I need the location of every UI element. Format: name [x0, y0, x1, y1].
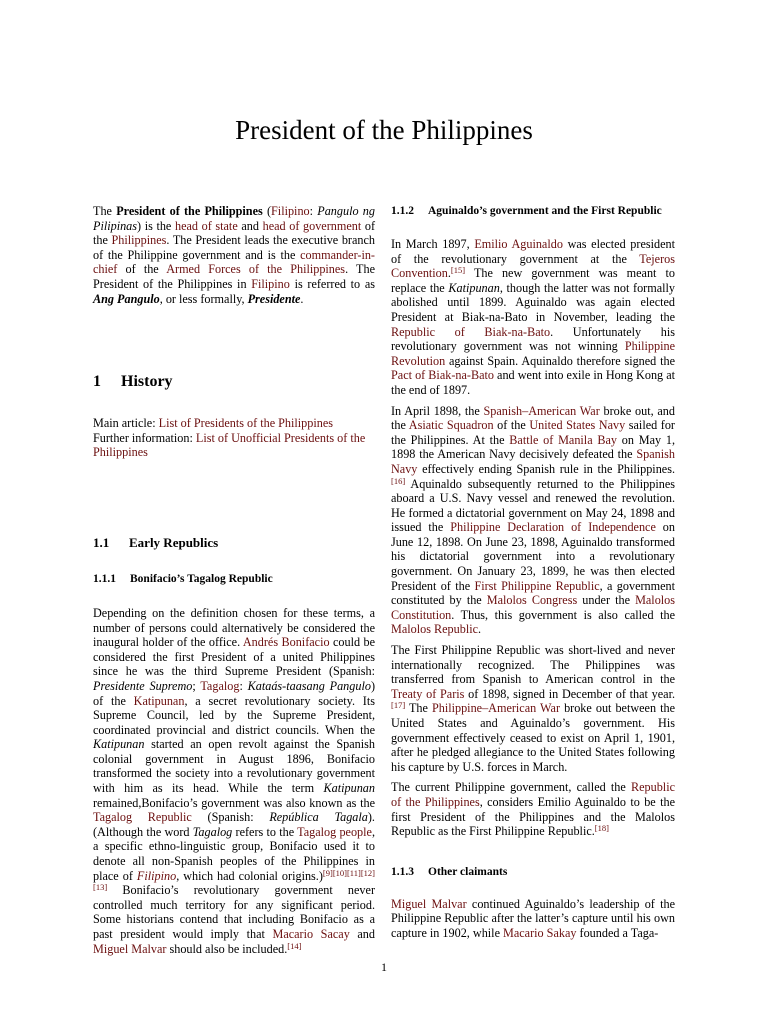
- text: , a government constituted by the: [391, 578, 675, 608]
- link-republic-of-biak-na-bato[interactable]: Republic of Biak-na-Bato: [391, 324, 551, 339]
- right-column: [391, 204, 675, 947]
- other-claimants-paragraph: [391, 897, 675, 941]
- link-macario-sakay[interactable]: Macario Sakay: [503, 925, 577, 940]
- italic-term: Katipunan: [323, 781, 375, 796]
- link-list-of-presidents[interactable]: List of Presidents of the Philippines: [158, 416, 333, 431]
- bold-term: President of the Philippines: [116, 204, 263, 218]
- link-republic-of-the-philippines[interactable]: Republic of the Philippines: [391, 780, 675, 809]
- text: Aquinaldo subsequently returned to the Philippines aboard a U.S. Navy vessel and renewed the revolution. He formed a dictatorial government on May 24, 1898 and issued the: [391, 476, 675, 535]
- text: sailed for the Philippines. At the: [391, 418, 675, 447]
- link-battle-of-manila-bay[interactable]: Battle of Manila Bay: [509, 432, 618, 447]
- main-article-note: [93, 416, 375, 431]
- section-label: Aguinaldo’s government and the First Republic: [428, 205, 662, 217]
- link-treaty-of-paris[interactable]: Treaty of Paris: [391, 686, 465, 701]
- text: .: [300, 291, 304, 306]
- text: was elected president of the revolutionary government at the: [391, 237, 675, 266]
- italic-term: Tagalog: [192, 824, 233, 839]
- text: of the: [117, 262, 167, 277]
- link-tagalog-people[interactable]: Tagalog people: [297, 824, 372, 839]
- section-number: 1.1.2: [391, 205, 414, 217]
- further-info-note: [93, 431, 375, 460]
- subsubsection-heading-aguinaldo: [391, 204, 675, 219]
- text: on June 12, 1898. On June 23, 1898, Aguinaldo transformed his dictatorial government into a revolutionary government. On January 23, 1899, he was then elected President of the: [391, 520, 675, 593]
- section-label: Bonifacio’s Tagalog Republic: [130, 572, 273, 585]
- text: ;: [192, 678, 201, 693]
- link-commander-in-chief[interactable]: commander-in-chief: [93, 247, 375, 277]
- subsubsection-heading-other-claimants: [391, 865, 675, 880]
- text: , which had colonial origins.): [176, 868, 323, 883]
- link-filipino[interactable]: Filipino: [271, 204, 310, 218]
- text: ). (Although the word: [93, 810, 375, 839]
- aguinaldo-paragraph-2: [391, 404, 675, 638]
- text: , a secret revolutionary society. Its Supreme Council, led by the Supreme President, coordinated provincial and district councils. When the: [93, 693, 375, 737]
- section-number: 1: [93, 373, 101, 391]
- text: of 1898, signed in December of that year.: [464, 686, 676, 701]
- link-pact-of-biak-na-bato[interactable]: Pact of Biak-na-Bato: [391, 368, 494, 383]
- text: of the: [93, 218, 375, 248]
- page-title: President of the Philippines: [235, 115, 533, 145]
- link-head-of-government[interactable]: head of government: [262, 218, 362, 233]
- text: .: [478, 622, 482, 637]
- bold-italic-term: Presidente: [247, 291, 301, 306]
- intro-paragraph: [93, 204, 375, 306]
- text: refers to the: [232, 824, 298, 839]
- italic-term: Katipunan: [93, 737, 145, 752]
- text: .: [447, 266, 451, 281]
- link-tagalog[interactable]: Tagalog: [200, 678, 240, 693]
- text: , or less formally,: [159, 291, 248, 306]
- link-philippine-american-war[interactable]: Philippine–American War: [431, 701, 561, 716]
- text: The current Philippine government, called the: [391, 780, 631, 795]
- text: , considers Emilio Aguinaldo to be the first President of the Philippines and the Malolos Republic as the First Philippine Republic.: [391, 794, 675, 839]
- text: Depending on the definition chosen for these terms, a number of persons could alternatively be considered the inaugural holder of the office.: [93, 605, 375, 650]
- text: is referred to as: [289, 276, 375, 291]
- citation-link[interactable]: [15]: [450, 265, 466, 276]
- text: , a specific ethno-linguistic group, Bonifacio used it to denote all non-Spanish peoples of the Philippines in place of: [93, 824, 375, 883]
- text: founded a Taga-: [576, 925, 659, 940]
- subsubsection-heading-bonifacio: [93, 572, 375, 587]
- citation-link[interactable]: [18]: [594, 823, 609, 834]
- text: against Spain. Aquinaldo therefore signed the: [445, 353, 675, 368]
- link-malolos-republic[interactable]: Malolos Republic: [391, 622, 478, 637]
- text: should also be included.: [166, 941, 288, 956]
- section-label: History: [121, 373, 173, 391]
- text: The First Philippine Republic was short-lived and never internationally recognized. The Philippines was transferred from Spanish to American control in the: [391, 643, 675, 687]
- text: remained,Bonifacio’s government was also known as the: [93, 795, 375, 810]
- link-filipino[interactable]: Filipino: [136, 868, 177, 883]
- text: and went into exile in Hong Kong at the end of 1897.: [391, 368, 676, 397]
- citation-link[interactable]: [14]: [287, 940, 302, 951]
- text: In April 1898, the: [391, 403, 484, 418]
- aguinaldo-paragraph-3: [391, 643, 675, 774]
- link-katipunan[interactable]: Katipunan: [133, 693, 185, 708]
- link-united-states-navy[interactable]: United States Navy: [529, 418, 626, 433]
- text: ) is the: [137, 218, 175, 233]
- link-philippine-revolution[interactable]: Philippine Revolution: [391, 339, 675, 368]
- text: (: [262, 204, 272, 218]
- link-first-philippine-republic[interactable]: First Philippine Republic: [474, 578, 600, 593]
- text: . The President leads the executive branch of the Philippine government and is the: [93, 233, 375, 262]
- link-philippines[interactable]: Philippines: [111, 233, 167, 248]
- link-macario-sacay[interactable]: Macario Sacay: [272, 927, 350, 941]
- text: could be considered the first President of a united Philippines since he was the third Supreme President (Spanish:: [93, 635, 375, 679]
- text: . The President of the Philippines in: [93, 262, 375, 291]
- aguinaldo-paragraph-4: [391, 780, 675, 838]
- text: effectively ending Spanish rule in the Philippines.: [417, 461, 675, 476]
- link-filipino[interactable]: Filipino: [251, 276, 290, 291]
- text: under the: [577, 593, 636, 608]
- subsection-heading-early-republics: [93, 535, 375, 551]
- aguinaldo-paragraph-1: [391, 237, 675, 398]
- link-philippine-declaration-of-independence[interactable]: Philippine Declaration of Independence: [450, 520, 656, 535]
- bonifacio-paragraph: [93, 606, 375, 956]
- link-spanish-american-war[interactable]: Spanish–American War: [483, 403, 600, 418]
- text: :: [309, 204, 318, 218]
- text: The: [405, 701, 432, 716]
- text: ) of the: [93, 678, 376, 708]
- link-spanish-navy[interactable]: Spanish Navy: [391, 447, 675, 476]
- text: . Thus, this government is also called the: [451, 607, 675, 622]
- section-number: 1.1.1: [93, 572, 116, 585]
- text: Bonifacio’s revolutionary government never controlled much territory for any significant period. Some historians contend that including Bonifacio as a past president would imply that: [93, 883, 375, 941]
- citation-link[interactable]: [16]: [391, 475, 406, 486]
- text: , though the latter was not formally abolished until 1899. Aguinaldo was again elected President at Biak-na-Bato in November, leading the: [391, 280, 675, 324]
- link-malolos-constitution[interactable]: Malolos Constitution: [391, 593, 676, 622]
- link-armed-forces[interactable]: Armed Forces of the Philippines: [166, 262, 346, 277]
- text: on May 1, 1898 the American Navy decisively defeated the: [391, 432, 675, 462]
- link-malolos-congress[interactable]: Malolos Congress: [486, 593, 578, 608]
- link-tagalog-republic[interactable]: Tagalog Republic: [93, 810, 192, 825]
- text: :: [239, 678, 248, 693]
- text: broke out between the United States and Aguinaldo’s government. His government effectively ceased to exist on April 1, 1901, after he pledged allegiance to the United States following his capture by U.S. forces in March.: [391, 701, 675, 774]
- link-miguel-malvar[interactable]: Miguel Malvar: [391, 896, 467, 911]
- left-column: [93, 204, 375, 962]
- section-number: 1.1: [93, 534, 110, 550]
- italic-term: Katipunan: [448, 280, 500, 295]
- bold-italic-term: Ang Pangulo: [93, 291, 160, 306]
- text: (Spanish:: [191, 810, 270, 825]
- link-head-of-state[interactable]: head of state: [174, 218, 238, 233]
- italic-term: Presidente Supremo: [93, 678, 193, 693]
- text: The: [93, 204, 117, 218]
- text: The new government was meant to replace the: [391, 266, 675, 295]
- section-heading-history: [93, 372, 375, 392]
- note-prefix: Further information:: [93, 430, 196, 445]
- italic-term: República Tagala: [269, 810, 368, 825]
- citation-link[interactable]: [17]: [391, 700, 406, 711]
- link-asiatic-squadron[interactable]: Asiatic Squadron: [408, 418, 494, 433]
- text: started an open revolt against the Spanish colonial government in August 1896, Bonifacio transformed the society into a revolutionary government with him as its head. While the term: [93, 737, 375, 796]
- page-number: 1: [381, 960, 387, 974]
- italic-term: Pangulo ng Pilipinas: [93, 204, 375, 233]
- link-tejeros-convention[interactable]: Tejeros Convention: [391, 251, 675, 281]
- section-label: Other claimants: [428, 865, 508, 878]
- text: of the: [493, 418, 530, 433]
- citation-link[interactable]: [9][10][11][12][13]: [93, 867, 375, 893]
- text: and: [349, 927, 375, 941]
- text: . Unfortunately his revolutionary government was not winning: [391, 324, 676, 354]
- section-number: 1.1.3: [391, 865, 414, 878]
- text: and: [237, 218, 263, 233]
- link-andres-bonifacio[interactable]: Andrés Bonifacio: [242, 635, 330, 650]
- text: continued Aguinaldo’s leadership of the Philippine Republic after the latter’s capture until his own capture in 1902, while: [391, 896, 675, 940]
- link-list-of-unofficial-presidents[interactable]: List of Unofficial Presidents of the Philippines: [93, 430, 366, 460]
- section-label: Early Republics: [129, 534, 219, 550]
- link-miguel-malvar[interactable]: Miguel Malvar: [93, 941, 167, 956]
- text: In March 1897,: [391, 237, 475, 251]
- link-emilio-aguinaldo[interactable]: Emilio Aguinaldo: [474, 237, 563, 251]
- italic-term: Kataás-taasang Pangulo: [247, 678, 371, 693]
- text: broke out, and the: [391, 403, 675, 433]
- note-prefix: Main article:: [93, 416, 159, 431]
